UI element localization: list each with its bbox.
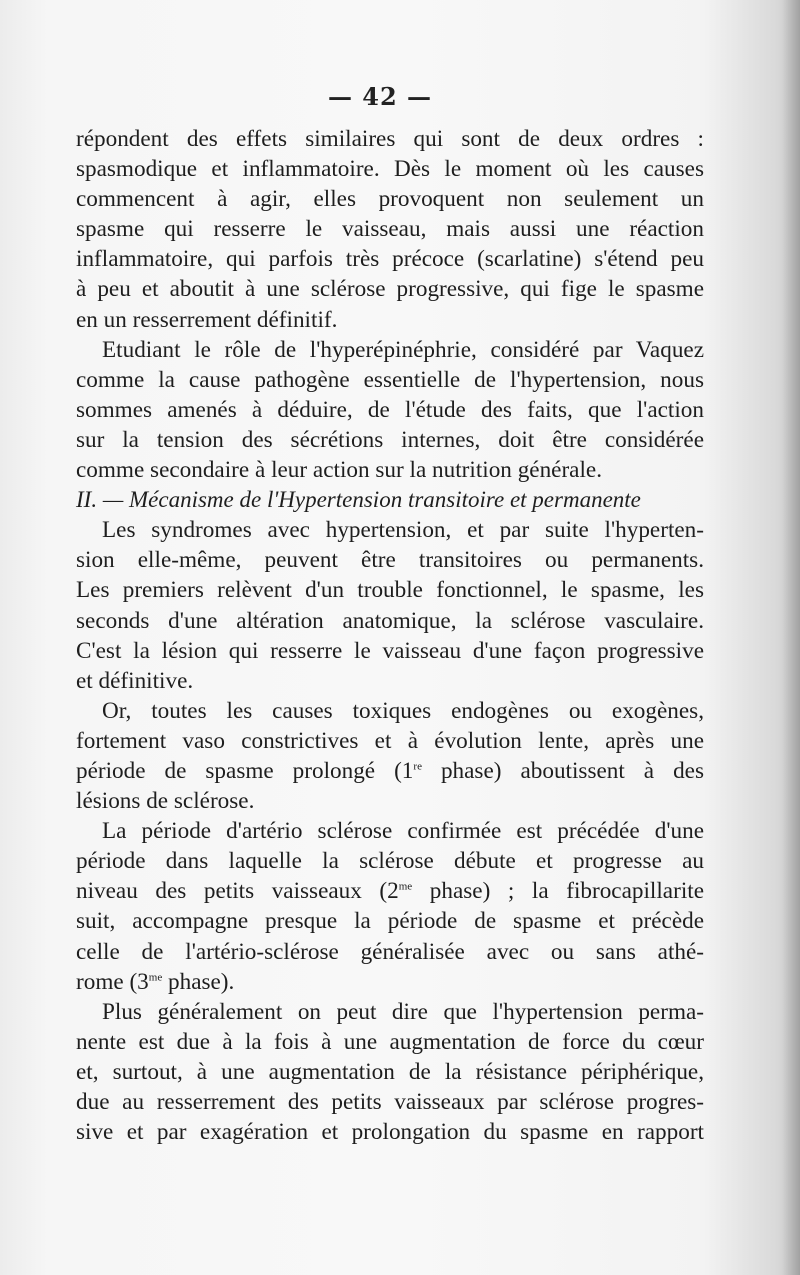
text-line: inflammatoire, qui parfois très précoce (scarlatine) s'étend peu [76, 246, 704, 273]
paragraph-1 [76, 124, 704, 335]
text-line: spasme qui resserre le vaisseau, mais aussi une réaction [76, 216, 704, 243]
text-line [76, 876, 704, 906]
paragraph-6 [76, 997, 704, 1147]
paragraph-4 [76, 696, 704, 816]
text-line: lésions de sclérose. [76, 788, 255, 815]
text-fragment: phase) aboutissent à des [421, 757, 704, 784]
text-line: seconds d'une altération anatomique, la sclérose vasculaire. [76, 607, 704, 634]
text-line: celle de l'artério-sclérose généralisée avec ou sans athé- [76, 938, 704, 965]
paragraph-5 [76, 816, 704, 997]
text-line: à peu et aboutit à une sclérose progressive, qui fige le spasme [76, 276, 704, 303]
text-line [76, 756, 704, 786]
text-line: Etudiant le rôle de l'hyperépinéphrie, considéré par Vaquez [102, 336, 704, 363]
body-text [76, 124, 704, 1147]
paragraph-3 [76, 515, 704, 696]
text-line: comme la cause pathogène essentielle de l'hypertension, nous [76, 366, 704, 393]
text-line: sive et par exagération et prolongation du spasme en rapport [76, 1119, 704, 1146]
paragraph-2 [76, 335, 704, 485]
text-line: due au resserrement des petits vaisseaux par sclérose progres- [76, 1089, 704, 1115]
text-fragment: niveau des petits vaisseaux (2 [76, 878, 399, 905]
text-line: comme secondaire à leur action sur la nutrition générale. [76, 457, 603, 484]
text-fragment: rome (3 [76, 968, 149, 995]
section-heading: II. — Mécanisme de l'Hypertension transitoire et permanente [76, 487, 641, 513]
ordinal-superscript: re [413, 760, 422, 773]
text-line: et, surtout, à une augmentation de la résistance périphérique, [76, 1058, 704, 1085]
text-line: fortement vaso constrictives et à évolution lente, après une [76, 727, 704, 754]
page-number: — 42 — [327, 82, 433, 111]
text-line: C'est la lésion qui resserre le vaisseau d'une façon progressive [76, 637, 704, 664]
text-line: et définitive. [76, 667, 194, 694]
text-line: sur la tension des sécrétions internes, doit être considérée [76, 426, 704, 453]
text-line: Plus généralement on peut dire que l'hypertension perma- [102, 998, 704, 1025]
text-line: en un resserrement définitif. [76, 306, 338, 333]
text-fragment: phase). [162, 968, 235, 995]
text-line: suit, accompagne presque la période de spasme et précède [76, 908, 704, 935]
text-line: spasmodique et inflammatoire. Dès le moment où les causes [76, 156, 704, 183]
text-line: sion elle-même, peuvent être transitoires ou permanents. [76, 547, 704, 574]
text-fragment: phase) ; la fibrocapillarite [412, 878, 704, 905]
text-line: Les premiers relèvent d'un trouble fonctionnel, le spasme, les [76, 577, 704, 604]
text-line: commencent à agir, elles provoquent non seulement un [76, 186, 704, 213]
text-line: nente est due à la fois à une augmentation de force du cœur [76, 1028, 704, 1055]
ordinal-superscript: me [148, 970, 163, 983]
text-line [76, 967, 704, 997]
text-line: La période d'artério sclérose confirmée est précédée d'une [102, 818, 704, 845]
text-line: sommes amenés à déduire, de l'étude des faits, que l'action [76, 396, 704, 423]
ordinal-superscript: me [398, 880, 413, 893]
text-line: période dans laquelle la sclérose débute et progresse au [76, 848, 704, 875]
text-line: Or, toutes les causes toxiques endogènes ou exogènes, [102, 697, 704, 724]
text-fragment: période de spasme prolongé (1 [76, 757, 414, 784]
page-edge-shadow [782, 0, 800, 1275]
text-line: répondent des effets similaires qui sont de deux ordres : [76, 126, 704, 152]
text-line: Les syndromes avec hypertension, et par suite l'hyperten- [102, 517, 704, 544]
